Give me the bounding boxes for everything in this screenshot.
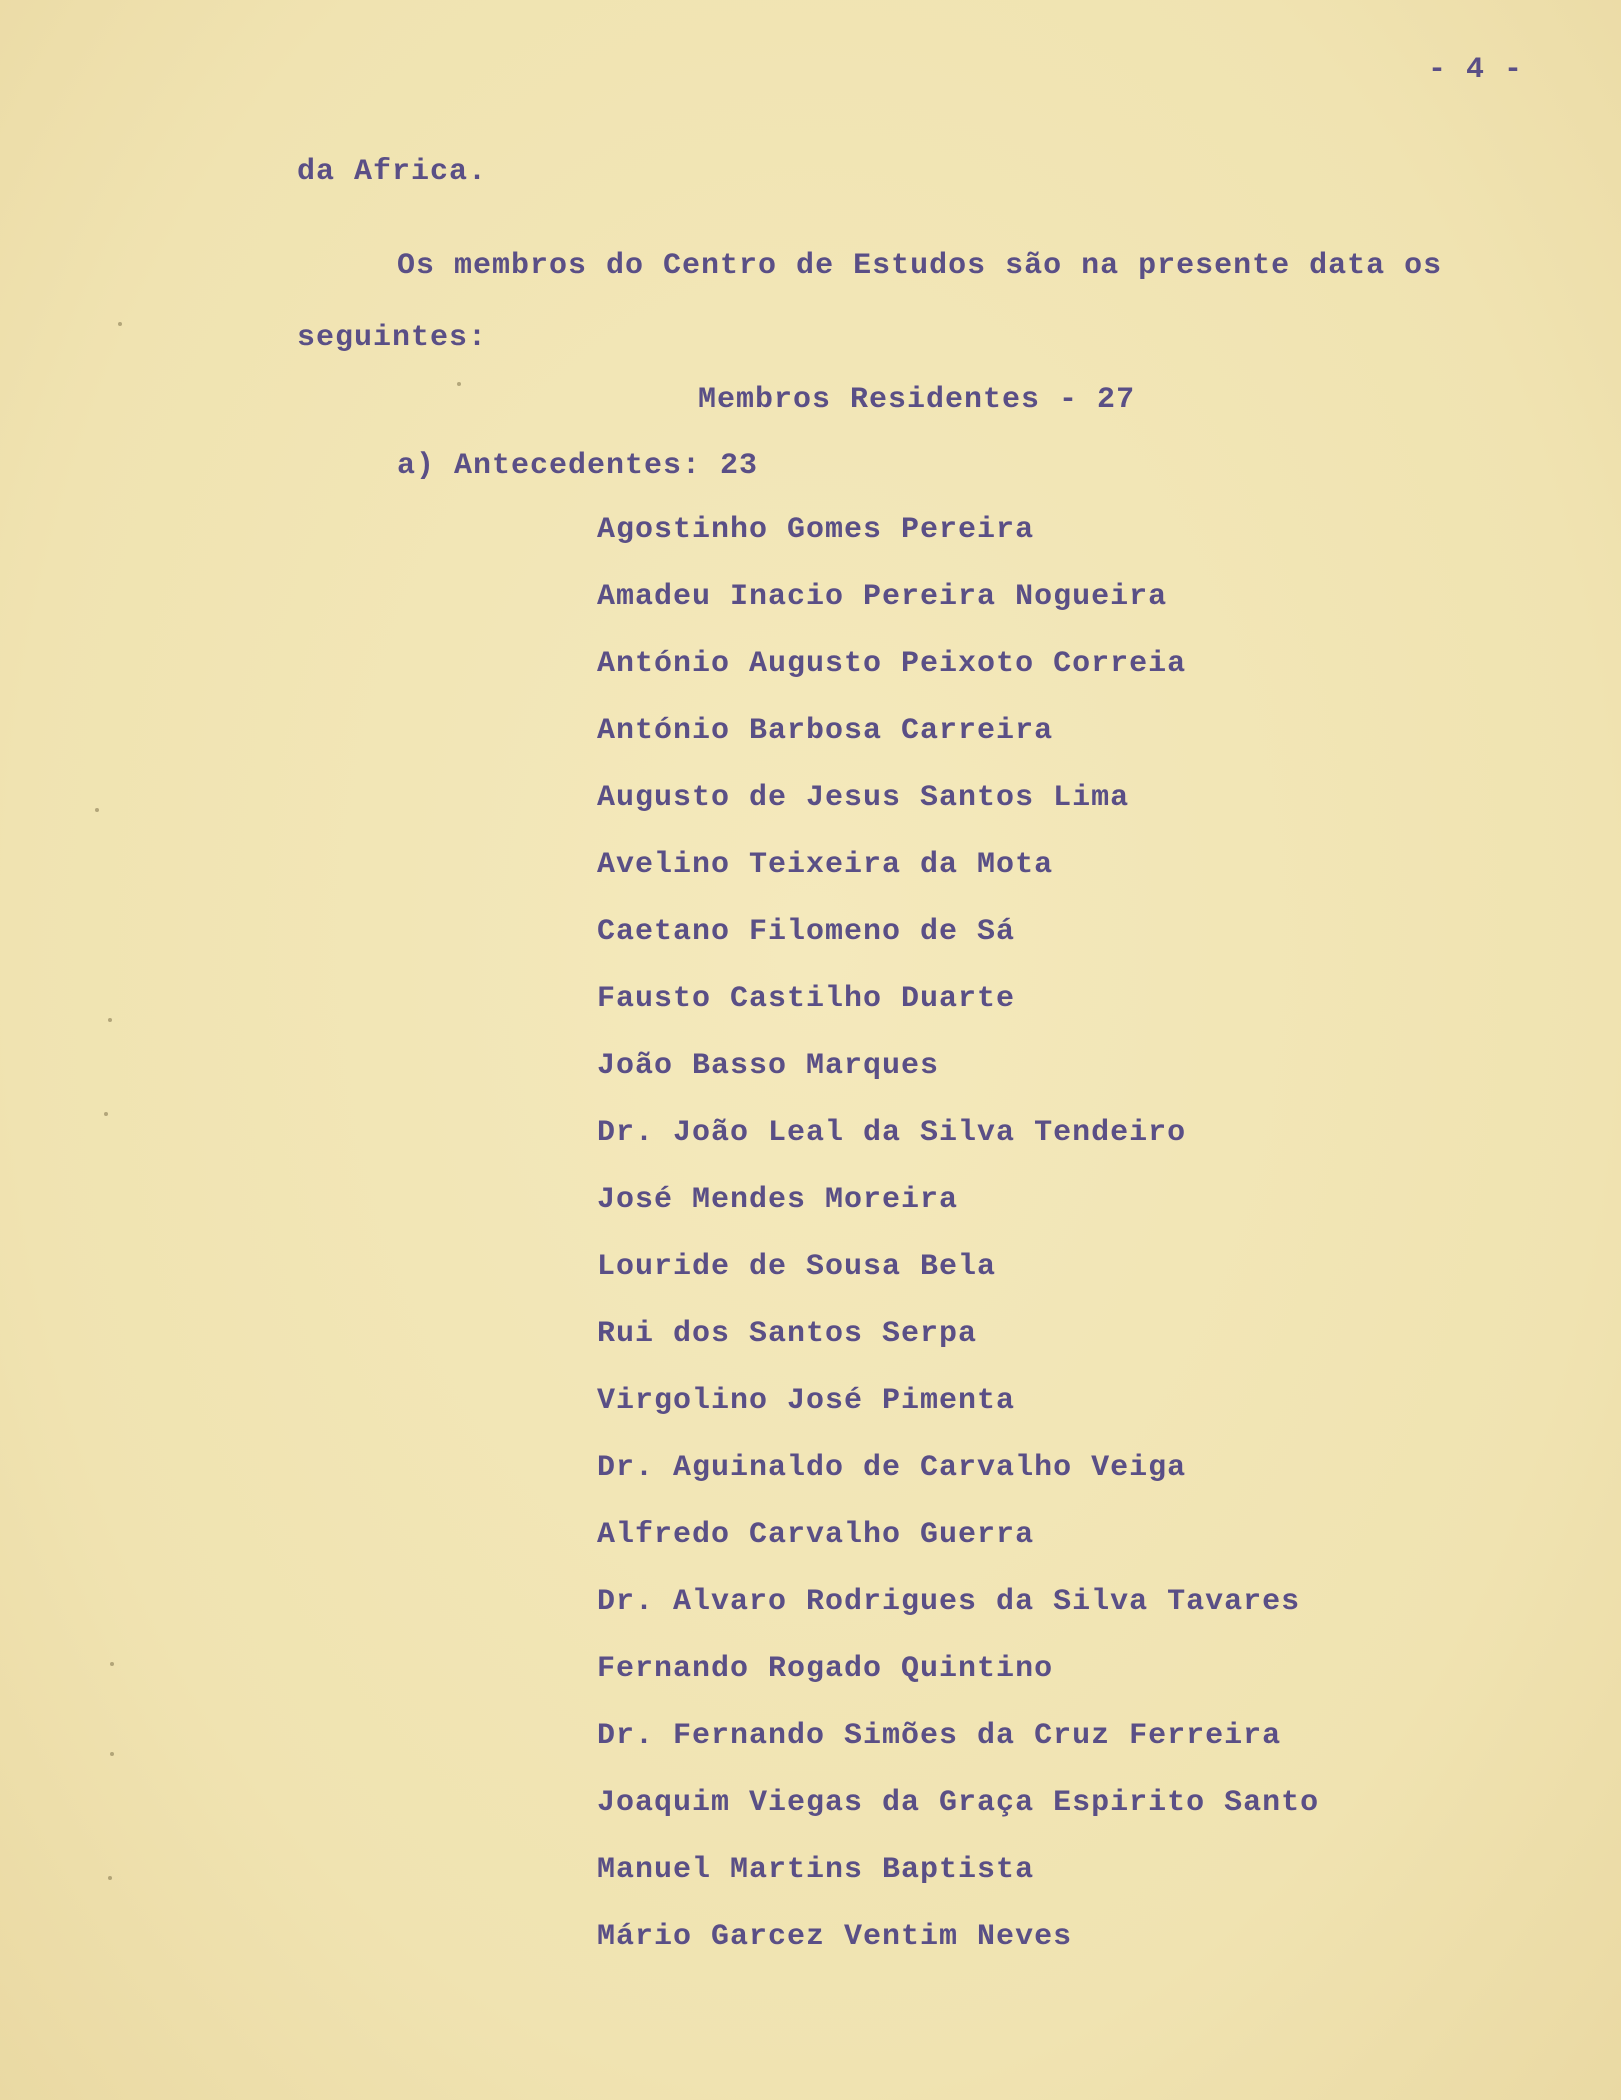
paragraph-line-1: Os membros do Centro de Estudos são na presente data os [397,249,1443,283]
member-name: Dr. Fernando Simões da Cruz Ferreira [597,1719,1282,1753]
section-heading: Membros Residentes - 27 [698,383,1136,417]
member-list [597,512,1319,1986]
member-name: Alfredo Carvalho Guerra [597,1518,1035,1552]
paper-speck [110,1662,114,1666]
member-name: Manuel Martins Baptista [597,1853,1035,1887]
member-name: Augusto de Jesus Santos Lima [597,781,1130,815]
member-name: António Barbosa Carreira [597,714,1054,748]
paper-speck [108,1876,112,1880]
member-name: Avelino Teixeira da Mota [597,848,1054,882]
paragraph-line-2: seguintes: [297,321,488,355]
member-name: Amadeu Inacio Pereira Nogueira [597,580,1168,614]
continuation-text: da Africa. [297,155,488,189]
paper-speck [457,382,461,386]
member-name: Dr. João Leal da Silva Tendeiro [597,1116,1187,1150]
member-name: Mário Garcez Ventim Neves [597,1920,1073,1954]
paper-speck [95,808,99,812]
member-name: Louride de Sousa Bela [597,1250,997,1284]
member-name: Joaquim Viegas da Graça Espirito Santo [597,1786,1320,1820]
member-name: Dr. Alvaro Rodrigues da Silva Tavares [597,1585,1301,1619]
member-name: Fernando Rogado Quintino [597,1652,1054,1686]
member-name: José Mendes Moreira [597,1183,959,1217]
member-name: Virgolino José Pimenta [597,1384,1016,1418]
member-name: António Augusto Peixoto Correia [597,647,1187,681]
page-number: - 4 - [1428,53,1524,87]
paper-speck [108,1018,112,1022]
paper-speck [110,1752,114,1756]
member-name: João Basso Marques [597,1049,940,1083]
member-name: Fausto Castilho Duarte [597,982,1016,1016]
member-name: Caetano Filomeno de Sá [597,915,1016,949]
paper-speck [118,322,122,326]
member-name: Dr. Aguinaldo de Carvalho Veiga [597,1451,1187,1485]
member-name: Agostinho Gomes Pereira [597,513,1035,547]
member-name: Rui dos Santos Serpa [597,1317,978,1351]
paper-speck [104,1112,108,1116]
subsection-label: a) Antecedentes: 23 [397,449,759,483]
